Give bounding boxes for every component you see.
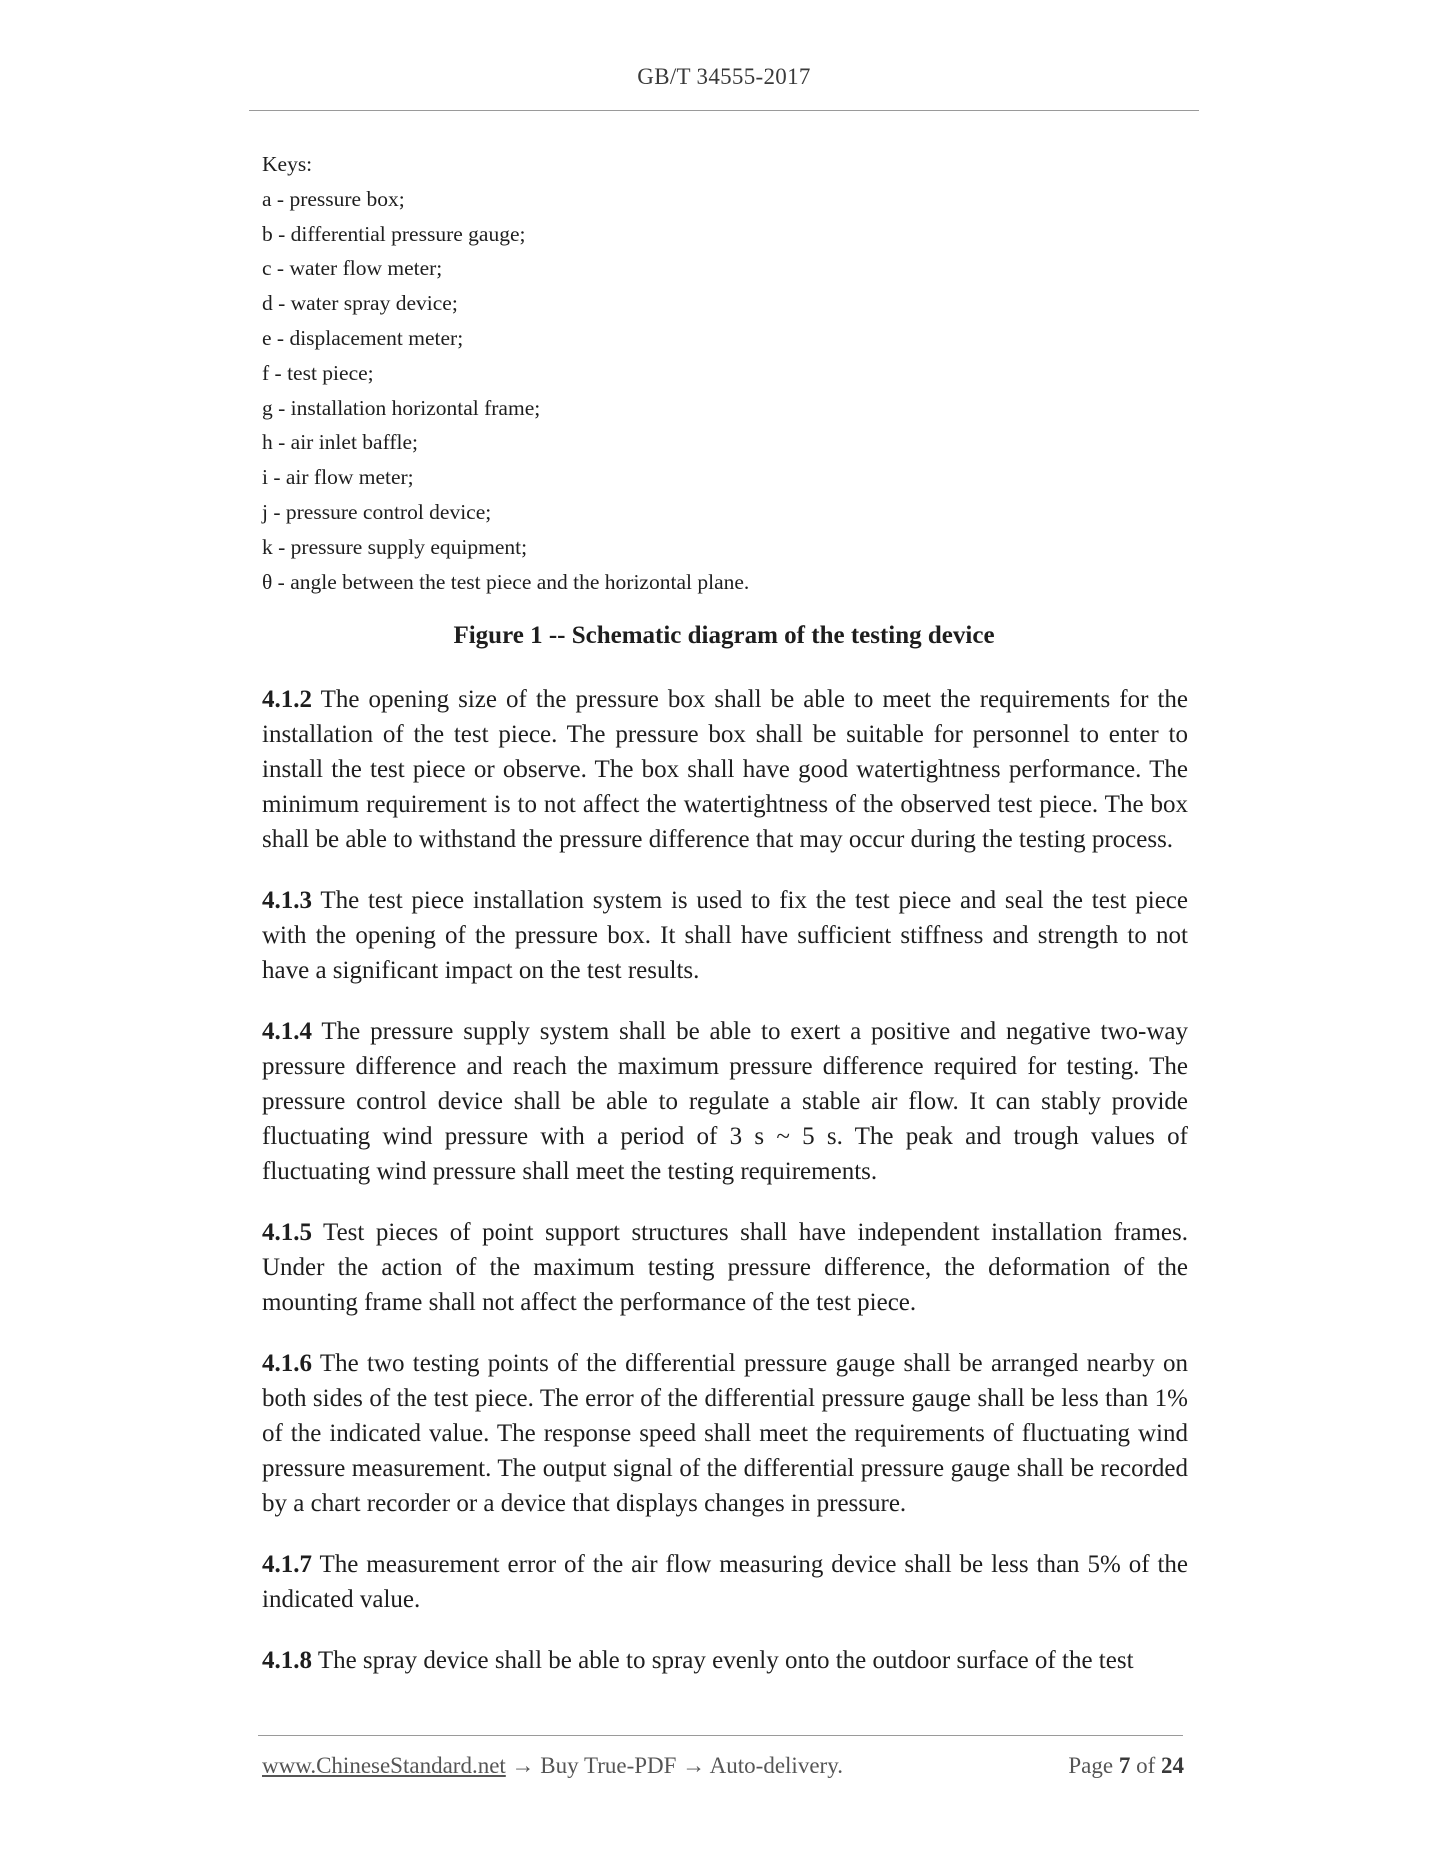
clause-4-1-4 xyxy=(262,1014,1188,1189)
clauses-body xyxy=(262,682,1188,1704)
key-item-g: g - installation horizontal frame; xyxy=(262,395,541,420)
key-item-a: a - pressure box; xyxy=(262,186,405,211)
clause-text: The spray device shall be able to spray evenly onto the outdoor surface of the test xyxy=(317,1647,1134,1674)
clause-4-1-8 xyxy=(262,1643,1188,1678)
key-item-c: c - water flow meter; xyxy=(262,256,443,281)
page-current: 7 xyxy=(1118,1753,1131,1778)
key-item-e: e - displacement meter; xyxy=(262,325,464,350)
clause-number: 4.1.7 xyxy=(262,1551,312,1578)
clause-4-1-5 xyxy=(262,1215,1188,1320)
buy-text: Buy True-PDF xyxy=(540,1753,677,1778)
page-total: 24 xyxy=(1161,1753,1184,1778)
key-item-d: d - water spray device; xyxy=(262,291,458,316)
clause-number: 4.1.2 xyxy=(262,686,312,713)
key-item-k: k - pressure supply equipment; xyxy=(262,534,528,559)
clause-text: The pressure supply system shall be able to exert a positive and negative two-way pressure difference and reach the maximum pressure difference required for testing. The pressure control device shall be able to regulate a stable air flow. It can stably provide fluctuating wind pressure with a period of 3 s ~ 5 s. The peak and trough values of fluctuating wind pressure shall meet the testing requirements. xyxy=(262,1018,1188,1185)
footer-divider xyxy=(258,1735,1183,1736)
delivery-text: Auto-delivery. xyxy=(709,1753,843,1778)
clause-text: The measurement error of the air flow measuring device shall be less than 5% of the indicated value. xyxy=(262,1551,1188,1613)
clause-4-1-6 xyxy=(262,1346,1188,1521)
key-item-theta: θ - angle between the test piece and the horizontal plane. xyxy=(262,569,750,594)
page-number xyxy=(1068,1753,1184,1779)
key-item-f: f - test piece; xyxy=(262,360,374,385)
website-link[interactable]: www.ChineseStandard.net xyxy=(262,1753,506,1778)
document-header: GB/T 34555-2017 xyxy=(637,64,811,89)
clause-number: 4.1.5 xyxy=(262,1219,312,1246)
figure-keys xyxy=(262,147,1162,599)
key-item-i: i - air flow meter; xyxy=(262,465,414,490)
clause-4-1-7 xyxy=(262,1547,1188,1617)
header-divider xyxy=(249,110,1199,111)
clause-number: 4.1.4 xyxy=(262,1018,312,1045)
arrow-right-icon: → xyxy=(682,1753,706,1778)
figure-caption: Figure 1 -- Schematic diagram of the testing device xyxy=(453,622,995,649)
clause-number: 4.1.6 xyxy=(262,1350,312,1377)
key-item-j: j - pressure control device; xyxy=(262,499,492,524)
keys-title: Keys: xyxy=(262,152,313,176)
arrow-right-icon: → xyxy=(511,1753,535,1778)
clause-number: 4.1.3 xyxy=(262,887,312,914)
clause-number: 4.1.8 xyxy=(262,1647,312,1674)
page-of: of xyxy=(1136,1753,1156,1778)
clause-text: The test piece installation system is used to fix the test piece and seal the test piece with the opening of the pressure box. It shall have sufficient stiffness and strength to not have a significant impact on the test results. xyxy=(262,887,1188,984)
clause-text: Test pieces of point support structures shall have independent installation frames. Under the action of the maximum testing pressure difference, the deformation of the mounting frame shall not affect the performance of the test piece. xyxy=(262,1219,1188,1316)
key-item-b: b - differential pressure gauge; xyxy=(262,221,526,246)
clause-text: The two testing points of the differential pressure gauge shall be arranged nearby on both sides of the test piece. The error of the differential pressure gauge shall be less than 1% of the indicated value. The response speed shall meet the requirements of fluctuating wind pressure measurement. The output signal of the differential pressure gauge shall be recorded by a chart recorder or a device that displays changes in pressure. xyxy=(262,1350,1188,1517)
clause-text: The opening size of the pressure box shall be able to meet the requirements for the installation of the test piece. The pressure box shall be suitable for personnel to enter to install the test piece or observe. The box shall have good watertightness performance. The minimum requirement is to not affect the watertightness of the observed test piece. The box shall be able to withstand the pressure difference that may occur during the testing process. xyxy=(262,686,1188,853)
page-footer xyxy=(262,1753,1184,1785)
clause-4-1-3 xyxy=(262,883,1188,988)
page-label: Page xyxy=(1068,1753,1114,1778)
clause-4-1-2 xyxy=(262,682,1188,857)
key-item-h: h - air inlet baffle; xyxy=(262,430,419,455)
footer-promo xyxy=(262,1753,843,1779)
